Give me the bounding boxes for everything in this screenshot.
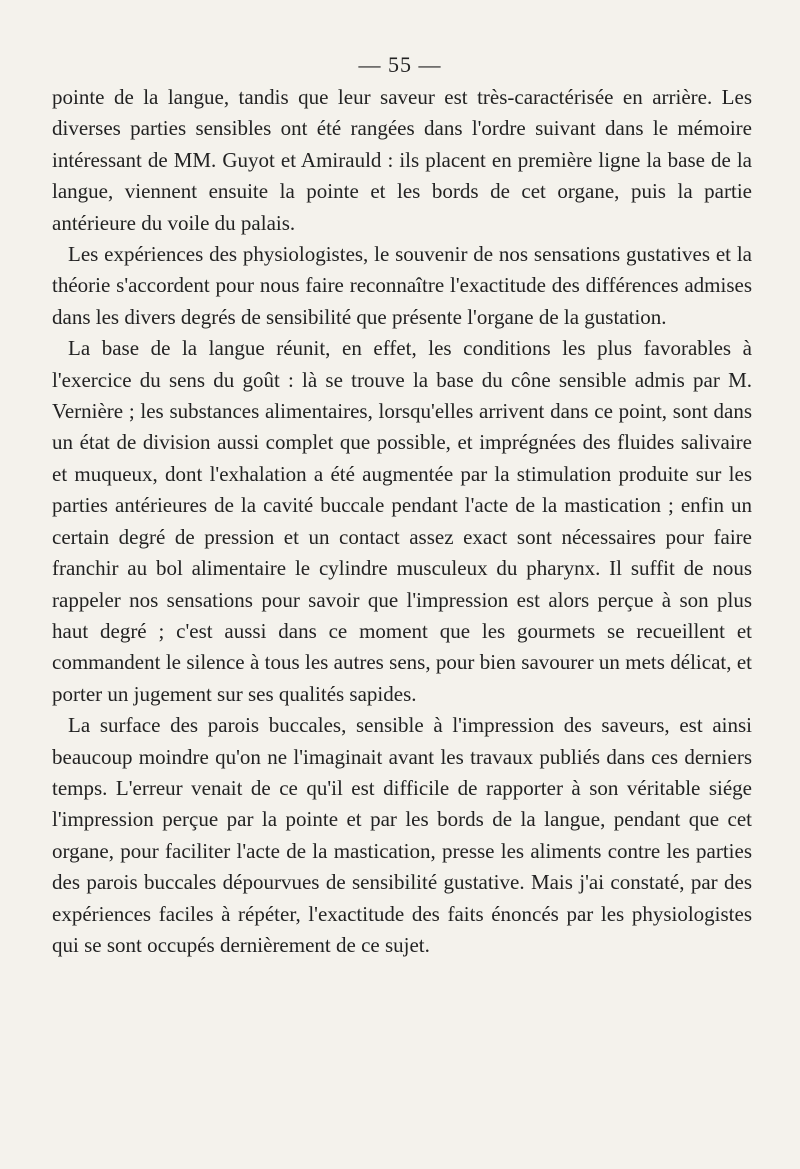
page-number: — 55 — — [358, 52, 442, 77]
body-text — [52, 82, 752, 961]
paragraph: La surface des parois buccales, sensible à l'impression des saveurs, est ainsi beaucoup moindre qu'on ne l'imaginait avant les travaux publiés dans ces derniers temps. L'erreur venait de ce qu'il est difficile de rapporter à son véritable siége l'impression perçue par la pointe et par les bords de la langue, pendant que cet organe, pour faciliter l'acte de la mastication, presse les aliments contre les parties des parois buccales dépourvues de sensibilité gustative. Mais j'ai constaté, par des expériences faciles à répéter, l'exactitude des faits énoncés par les physiologistes qui se sont occupés dernièrement de ce sujet. — [52, 713, 752, 957]
paragraph: pointe de la langue, tandis que leur saveur est très-caractérisée en arrière. Les diverses parties sensibles ont été rangées dans l'ordre suivant dans le mémoire intéressant de MM. Guyot et Amirauld : ils placent en première ligne la base de la langue, viennent ensuite la pointe et les bords de cet organe, puis la partie antérieure du voile du palais. — [52, 85, 752, 235]
paragraph: La base de la langue réunit, en effet, les conditions les plus favorables à l'exercice du sens du goût : là se trouve la base du cône sensible admis par M. Vernière ; les substances alimentaires, lorsqu'elles arrivent dans ce point, sont dans un état de division aussi complet que possible, et imprégnées des fluides salivaire et muqueux, dont l'exhalation a été augmentée par la stimulation produite sur les parties antérieures de la cavité buccale pendant l'acte de la mastication ; enfin un certain degré de pression et un contact assez exact sont nécessaires pour faire franchir au bol alimentaire le cylindre musculeux du pharynx. Il suffit de nous rappeler nos sensations pour savoir que l'impression est alors perçue à son plus haut degré ; c'est aussi dans ce moment que les gourmets se recueillent et commandent le silence à tous les autres sens, pour bien savourer un mets délicat, et porter un jugement sur ses qualités sapides. — [52, 336, 752, 706]
paragraph: Les expériences des physiologistes, le souvenir de nos sensations gustatives et la théorie s'accordent pour nous faire reconnaître l'exactitude des différences admises dans les divers degrés de sensibilité que présente l'organe de la gustation. — [52, 242, 752, 329]
